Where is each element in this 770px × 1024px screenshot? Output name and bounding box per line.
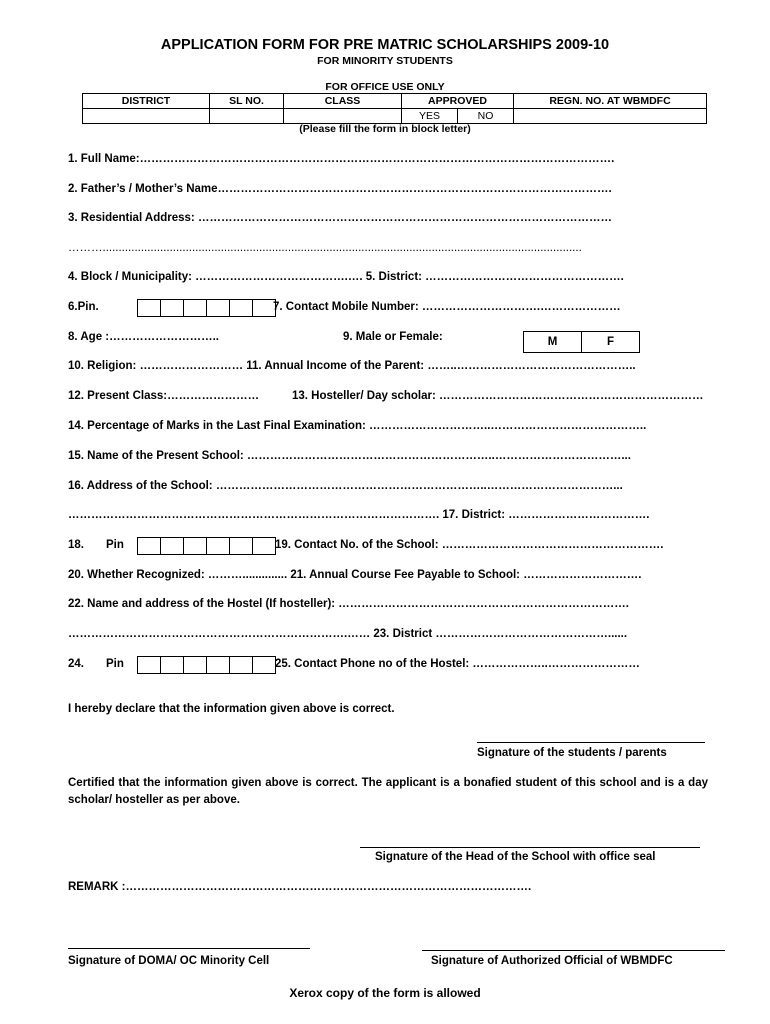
office-header-district: DISTRICT: [83, 94, 210, 109]
pin-box[interactable]: [161, 657, 184, 673]
office-cell-class[interactable]: [284, 109, 402, 124]
pin-box[interactable]: [161, 538, 184, 554]
pin-boxes[interactable]: [137, 299, 276, 317]
field-hostel-contact[interactable]: 25. Contact Phone no of the Hostel: ………………..……………………: [275, 658, 640, 670]
form-subtitle: FOR MINORITY STUDENTS: [317, 55, 453, 67]
doma-signature-line[interactable]: [68, 948, 310, 949]
pin-box[interactable]: [138, 300, 161, 316]
field-24-label: 24.: [68, 658, 84, 670]
pin-box[interactable]: [253, 538, 275, 554]
pin-box[interactable]: [230, 300, 253, 316]
office-use-label: FOR OFFICE USE ONLY: [325, 81, 445, 93]
form-title: APPLICATION FORM FOR PRE MATRIC SCHOLARSHIPS 2009-10: [160, 37, 610, 53]
office-cell-sl-no[interactable]: [210, 109, 284, 124]
pin-box[interactable]: [230, 657, 253, 673]
office-cell-yes[interactable]: YES: [402, 109, 458, 124]
doma-signature-label: Signature of DOMA/ OC Minority Cell: [68, 955, 270, 967]
office-header-regn-no: REGN. NO. AT WBMDFC: [514, 94, 707, 109]
pin-box[interactable]: [184, 538, 207, 554]
field-hostel-district[interactable]: ……………………………………………………………….…… 23. District ………………………………………......: [68, 628, 628, 640]
field-gender-label: 9. Male or Female:: [343, 331, 443, 343]
field-percentage-marks[interactable]: 14. Percentage of Marks in the Last Final Examination: …………………………..…………………………………..: [68, 420, 647, 432]
pin-box[interactable]: [207, 300, 230, 316]
field-school-address[interactable]: 16. Address of the School: ……………………………………………………………..……………………………...: [68, 480, 623, 492]
footer-note: Xerox copy of the form is allowed: [289, 986, 481, 1000]
wbmdfc-signature-label: Signature of Authorized Official of WBMDFC: [431, 955, 673, 967]
pin-box[interactable]: [207, 657, 230, 673]
field-residential-address-line2[interactable]: ………......................................................................................................................................................: [68, 242, 582, 254]
pin-box[interactable]: [253, 300, 275, 316]
remark-field[interactable]: REMARK :…………………………………………………………………………………………….: [68, 881, 532, 893]
field-18-label: 18.: [68, 539, 84, 551]
hostel-pin-boxes[interactable]: [137, 656, 276, 674]
block-letter-note: (Please fill the form in block letter): [299, 123, 471, 135]
pin-box[interactable]: [184, 657, 207, 673]
gender-selector: [523, 331, 640, 353]
field-18-pin-label: Pin: [106, 539, 124, 551]
wbmdfc-signature-line[interactable]: [422, 950, 725, 951]
head-signature-line[interactable]: [360, 847, 700, 848]
field-contact-mobile[interactable]: 7. Contact Mobile Number: ………………………….…………………: [273, 301, 621, 313]
office-header-sl-no: SL NO.: [210, 94, 284, 109]
office-use-table: [82, 93, 707, 124]
student-signature-line[interactable]: [477, 742, 705, 743]
gender-male-option[interactable]: M: [524, 332, 582, 352]
field-pin-label: 6.Pin.: [68, 301, 99, 313]
field-present-class[interactable]: 12. Present Class:……………………: [68, 390, 260, 402]
field-recognized-course-fee[interactable]: 20. Whether Recognized: ……….............. 21. Annual Course Fee Payable to School: ………………………….: [68, 569, 642, 581]
pin-box[interactable]: [161, 300, 184, 316]
field-hosteller-day-scholar[interactable]: 13. Hosteller/ Day scholar: ……………………………………………………………: [292, 390, 704, 402]
field-block-district[interactable]: 4. Block / Municipality: ………………………………….…. 5. District: …………………………………………….: [68, 271, 624, 283]
field-school-address-district[interactable]: ……………………………………………………………………………………. 17. District: ……………………………….: [68, 509, 650, 521]
field-residential-address[interactable]: 3. Residential Address: ………………………………………………………………………………………………: [68, 212, 612, 224]
school-pin-boxes[interactable]: [137, 537, 276, 555]
pin-box[interactable]: [253, 657, 275, 673]
pin-box[interactable]: [230, 538, 253, 554]
field-age[interactable]: 8. Age :………………………..: [68, 331, 219, 343]
declaration-text: I hereby declare that the information given above is correct.: [68, 703, 395, 715]
office-header-approved: APPROVED: [402, 94, 514, 109]
field-full-name[interactable]: 1. Full Name:…………………………………………………………………………………………………………….: [68, 153, 615, 165]
office-header-class: CLASS: [284, 94, 402, 109]
office-cell-regn-no[interactable]: [514, 109, 707, 124]
pin-box[interactable]: [138, 657, 161, 673]
pin-box[interactable]: [138, 538, 161, 554]
student-signature-label: Signature of the students / parents: [477, 747, 667, 759]
field-school-contact[interactable]: 19. Contact No. of the School: ………………………………………………….: [275, 539, 664, 551]
field-parent-name[interactable]: 2. Father’s / Mother’s Name………………………………………………………………………………………….: [68, 183, 612, 195]
pin-box[interactable]: [184, 300, 207, 316]
office-cell-no[interactable]: NO: [458, 109, 514, 124]
field-hostel-name-address[interactable]: 22. Name and address of the Hostel (If hosteller): ………………………………………………………………….: [68, 598, 630, 610]
field-24-pin-label: Pin: [106, 658, 124, 670]
field-religion-income[interactable]: 10. Religion: ……………………… 11. Annual Income of the Parent: ……..………………………………………..: [68, 360, 636, 372]
gender-female-option[interactable]: F: [606, 336, 615, 348]
field-school-name[interactable]: 15. Name of the Present School: ………………………………………………………..……………………………...: [68, 450, 631, 462]
office-cell-district[interactable]: [83, 109, 210, 124]
pin-box[interactable]: [207, 538, 230, 554]
certification-text: Certified that the information given above is correct. The applicant is a bonafied student of this school and is a day scholar/ hosteller as per above.: [68, 777, 708, 806]
head-signature-label: Signature of the Head of the School with office seal: [375, 851, 656, 863]
